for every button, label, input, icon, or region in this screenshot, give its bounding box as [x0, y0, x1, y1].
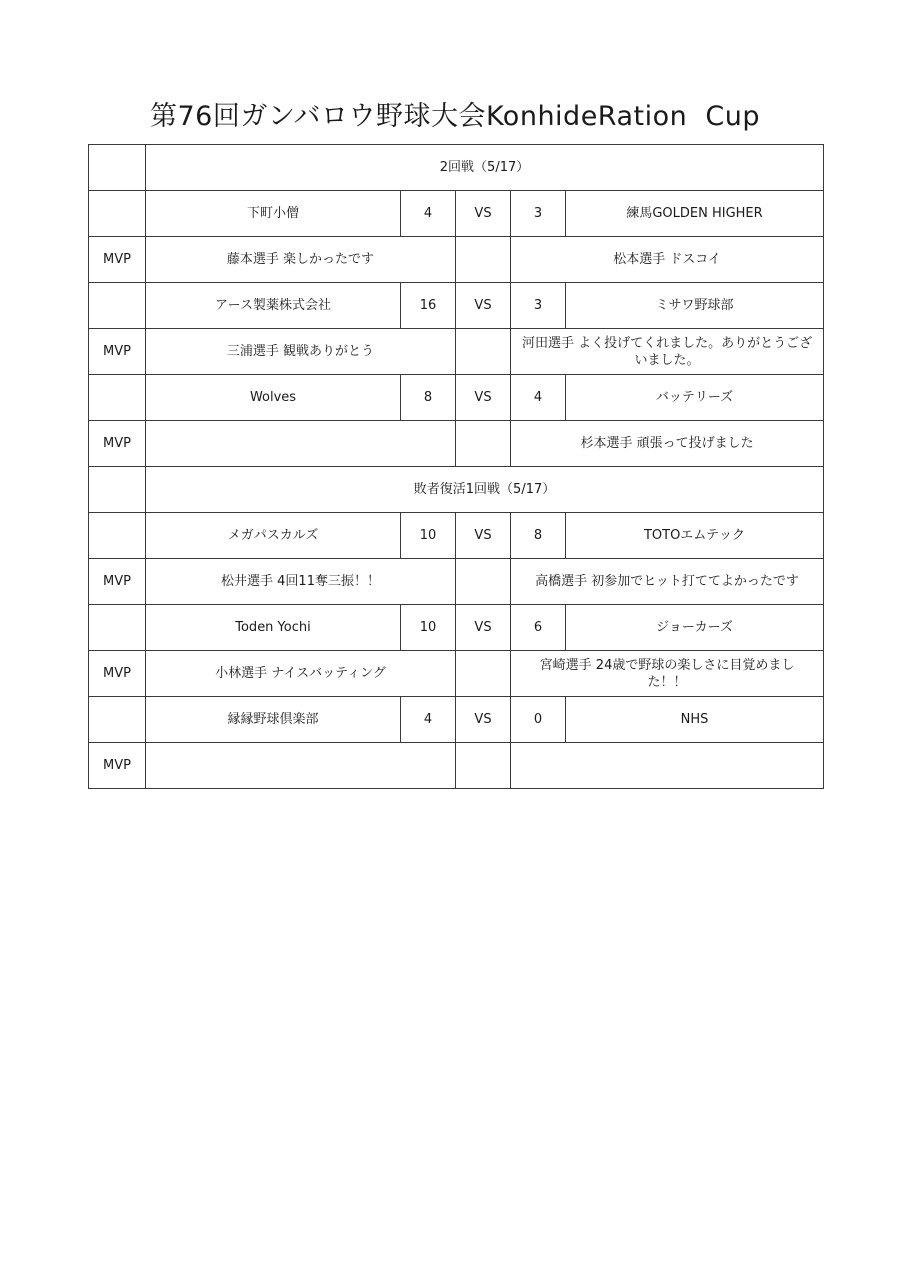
- score-a: 4: [401, 697, 456, 743]
- mvp-row: [89, 421, 824, 467]
- blank-label-cell: [89, 145, 146, 191]
- mvp-b: [511, 743, 824, 789]
- score-a: 16: [401, 283, 456, 329]
- mvp-label: MVP: [89, 237, 146, 283]
- mvp-gap-cell: [456, 329, 511, 375]
- blank-label-cell: [89, 513, 146, 559]
- team-b: ジョーカーズ: [566, 605, 824, 651]
- vs-label: VS: [456, 191, 511, 237]
- team-a: 下町小僧: [146, 191, 401, 237]
- section-heading-row: [89, 145, 824, 191]
- match-row: [89, 605, 824, 651]
- team-a: 縁縁野球倶楽部: [146, 697, 401, 743]
- mvp-label: MVP: [89, 743, 146, 789]
- score-b: 0: [511, 697, 566, 743]
- team-a: メガパスカルズ: [146, 513, 401, 559]
- vs-label: VS: [456, 283, 511, 329]
- team-a: Wolves: [146, 375, 401, 421]
- section-heading: 2回戦（5/17）: [146, 145, 824, 191]
- match-row: [89, 283, 824, 329]
- mvp-gap-cell: [456, 421, 511, 467]
- match-row: [89, 513, 824, 559]
- mvp-gap-cell: [456, 743, 511, 789]
- mvp-label: MVP: [89, 421, 146, 467]
- mvp-label: MVP: [89, 329, 146, 375]
- team-b: 練馬GOLDEN HIGHER: [566, 191, 824, 237]
- score-b: 3: [511, 191, 566, 237]
- team-a: Toden Yochi: [146, 605, 401, 651]
- section-heading: 敗者復活1回戦（5/17）: [146, 467, 824, 513]
- blank-label-cell: [89, 467, 146, 513]
- team-b: ミサワ野球部: [566, 283, 824, 329]
- score-a: 10: [401, 605, 456, 651]
- match-row: [89, 697, 824, 743]
- score-b: 6: [511, 605, 566, 651]
- team-a: アース製薬株式会社: [146, 283, 401, 329]
- blank-label-cell: [89, 283, 146, 329]
- team-b: バッテリーズ: [566, 375, 824, 421]
- mvp-a: [146, 743, 456, 789]
- match-row: [89, 375, 824, 421]
- mvp-row: [89, 651, 824, 697]
- mvp-a: 松井選手 4回11奪三振！！: [146, 559, 456, 605]
- score-b: 4: [511, 375, 566, 421]
- vs-label: VS: [456, 375, 511, 421]
- score-a: 10: [401, 513, 456, 559]
- blank-label-cell: [89, 191, 146, 237]
- mvp-b: 杉本選手 頑張って投げました: [511, 421, 824, 467]
- match-row: [89, 191, 824, 237]
- vs-label: VS: [456, 605, 511, 651]
- mvp-a: 三浦選手 観戦ありがとう: [146, 329, 456, 375]
- mvp-b: 松本選手 ドスコイ: [511, 237, 824, 283]
- mvp-b: 高橋選手 初参加でヒット打ててよかったです: [511, 559, 824, 605]
- blank-label-cell: [89, 697, 146, 743]
- team-b: NHS: [566, 697, 824, 743]
- mvp-row: [89, 329, 824, 375]
- mvp-row: [89, 559, 824, 605]
- score-a: 4: [401, 191, 456, 237]
- mvp-label: MVP: [89, 559, 146, 605]
- mvp-row: [89, 743, 824, 789]
- score-b: 3: [511, 283, 566, 329]
- section-heading-row: [89, 467, 824, 513]
- mvp-label: MVP: [89, 651, 146, 697]
- blank-label-cell: [89, 605, 146, 651]
- mvp-row: [89, 237, 824, 283]
- mvp-gap-cell: [456, 237, 511, 283]
- mvp-a: [146, 421, 456, 467]
- mvp-gap-cell: [456, 559, 511, 605]
- results-table: [88, 144, 824, 789]
- vs-label: VS: [456, 513, 511, 559]
- score-a: 8: [401, 375, 456, 421]
- mvp-gap-cell: [456, 651, 511, 697]
- page-title: 第76回ガンバロウ野球大会KonhideRation Cup: [149, 101, 761, 132]
- team-b: TOTOエムテック: [566, 513, 824, 559]
- mvp-b: 河田選手 よく投げてくれました。ありがとうござ いました。: [511, 329, 824, 375]
- vs-label: VS: [456, 697, 511, 743]
- mvp-b: 宮崎選手 24歳で野球の楽しさに目覚めまし た！！: [511, 651, 824, 697]
- score-b: 8: [511, 513, 566, 559]
- blank-label-cell: [89, 375, 146, 421]
- mvp-a: 小林選手 ナイスバッティング: [146, 651, 456, 697]
- mvp-a: 藤本選手 楽しかったです: [146, 237, 456, 283]
